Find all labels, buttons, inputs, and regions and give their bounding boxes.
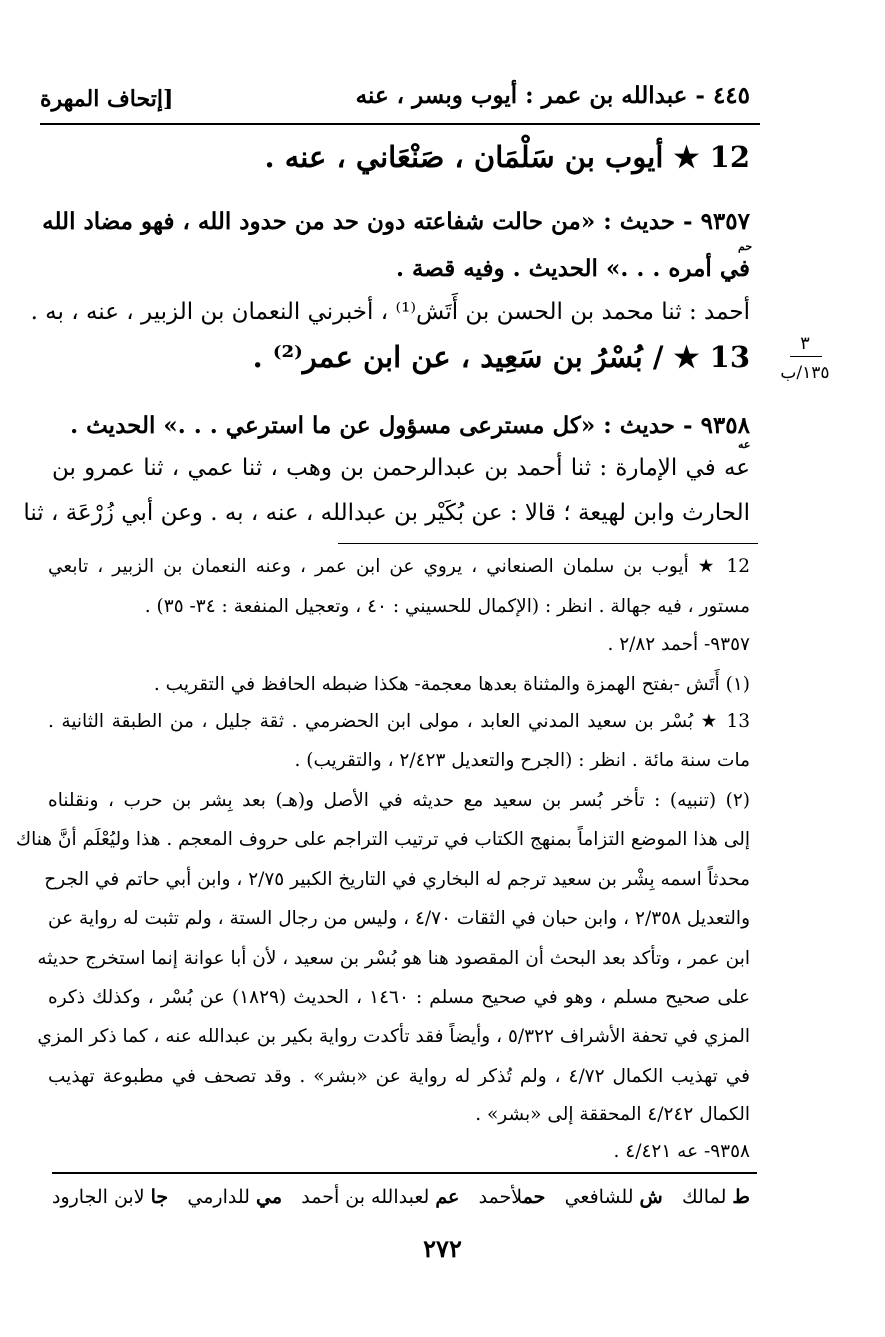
footnote-line: ٩٣٥٨- عه ٤/٤٢١ .	[613, 1141, 750, 1162]
margin-fraction-bar	[790, 356, 822, 357]
footnote-line: المزي في تحفة الأشراف ٥/٣٢٢ ، وأيضاً فقد تأكدت رواية بكير بن عبدالله عنه ، كما ذكر المزي	[37, 1026, 750, 1047]
footnote-line: محدثاً اسمه بِشْر بن سعيد ترجم له البخاري في التاريخ الكبير ٢/٧٥ ، وابن أبي حاتم في الجرح	[44, 869, 750, 890]
hadith-9357-source-mark: حم	[738, 240, 753, 253]
footnote-line: (٢) (تنبيه) : تأخر بُسر بن سعيد مع حديثه في الأصل و(هـ) بعد بِشر بن حرب ، ونقلناه	[48, 790, 750, 811]
footnote-line: على صحيح مسلم ، وهو في صحيح مسلم : ١٤٦٠ ، الحديث (١٨٢٩) عن بُسْر ، وكذلك ذكره	[48, 987, 750, 1008]
abbreviation-item: عم لعبدالله بن أحمد	[301, 1186, 460, 1208]
hadith-9357-line-1: ٩٣٥٧ - حديث : «من حالت شفاعته دون حد من حدود الله ، فهو مضاد الله	[42, 208, 750, 235]
hadith-9357-isnad: أحمد : ثنا محمد بن الحسن بن أَتَش⁽¹⁾ ، أخبرني النعمان بن الزبير ، عنه ، به .	[30, 299, 750, 325]
header-rule	[40, 123, 760, 125]
abbreviation-item: ط لمالك	[682, 1186, 750, 1208]
footnote-line: مستور ، فيه جهالة . انظر : (الإكمال للحسيني : ٤٠ ، وتعجيل المنفعة : ٣٤- ٣٥) .	[144, 596, 750, 617]
footnote-line: والتعديل ٢/٣٥٨ ، وابن حبان في الثقات ٤/٧٠ ، وليس من رجال الستة ، ولم تثبت له رواية عن	[48, 908, 751, 929]
footnote-rule	[338, 543, 758, 544]
abbreviation-item: حملأحمد	[478, 1186, 546, 1208]
running-title-book: [إتحاف المهرة	[40, 86, 174, 112]
page-number: ٢٧٢	[423, 1234, 462, 1263]
hadith-9358-line-1: ٩٣٥٨ - حديث : «كل مسترعى مسؤول عن ما استرعي . . .» الحديث .	[70, 412, 750, 439]
legend-rule	[52, 1172, 757, 1174]
running-title-section: ٤٤٥ - عبدالله بن عمر : أيوب وبسر ، عنه	[355, 82, 750, 109]
footnote-line: مات سنة مائة . انظر : (الجرح والتعديل ٢/٤٢٣ ، والتقريب) .	[294, 750, 750, 771]
footnote-line: إلى هذا الموضع التزاماً بمنهج الكتاب في ترتيب التراجم على حروف المعجم . هذا وليُعْلَم أنَّ هناك	[15, 829, 750, 850]
footnote-line: ٩٣٥٧- أحمد ٢/٨٢ .	[607, 634, 750, 655]
footnote-line: 13 ★ بُسْر بن سعيد المدني العابد ، مولى ابن الحضرمي . ثقة جليل ، من الطبقة الثانية .	[48, 711, 750, 732]
biography-heading-13: 13 ★ / بُسْرُ بن سَعِيد ، عن ابن عمر⁽²⁾ .	[252, 340, 750, 374]
margin-manuscript-number: ٣	[800, 333, 810, 354]
abbreviation-item: ش للشافعي	[564, 1186, 663, 1208]
footnote-line: (١) أَتَش -بفتح الهمزة والمثناة بعدها معجمة- هكذا ضبطه الحافظ في التقريب .	[153, 674, 750, 695]
abbreviation-legend	[52, 1186, 750, 1208]
biography-heading-12: 12 ★ أيوب بن سَلْمَان ، صَنْعَاني ، عنه .	[264, 140, 750, 174]
hadith-9358-isnad-line-2: الحارث وابن لهيعة ؛ قالا : عن بُكَيْر بن عبدالله ، عنه ، به . وعن أبي زُرْعَة ، ثنا	[23, 500, 750, 526]
abbreviation-item: جا لابن الجارود	[52, 1186, 169, 1208]
abbreviation-item: مي للدارمي	[187, 1186, 282, 1208]
footnote-line: الكمال ٤/٢٤٢ المحققة إلى «بشر» .	[475, 1104, 750, 1125]
footnote-line: 12 ★ أيوب بن سلمان الصنعاني ، يروي عن ابن عمر ، وعنه النعمان بن الزبير ، تابعي	[48, 556, 750, 577]
footnote-line: ابن عمر ، وتأكد بعد البحث أن المقصود هنا هو بُسْر بن سعيد ، لأن أبا عوانة إنما استخرج حديثه	[37, 948, 750, 969]
hadith-9357-line-2: في أمره . . .» الحديث . وفيه قصة .	[395, 255, 750, 282]
hadith-9358-source-mark: عه	[738, 438, 751, 451]
hadith-9358-isnad-line-1: عه في الإمارة : ثنا أحمد بن عبدالرحمن بن وهب ، ثنا عمي ، ثنا عمرو بن	[52, 455, 750, 481]
margin-folio-ref: ١٣٥/ب	[780, 363, 830, 383]
footnote-line: في تهذيب الكمال ٤/٧٢ ، ولم تُذكر له رواية عن «بشر» . وقد تصحف في مطبوعة تهذيب	[48, 1066, 751, 1087]
